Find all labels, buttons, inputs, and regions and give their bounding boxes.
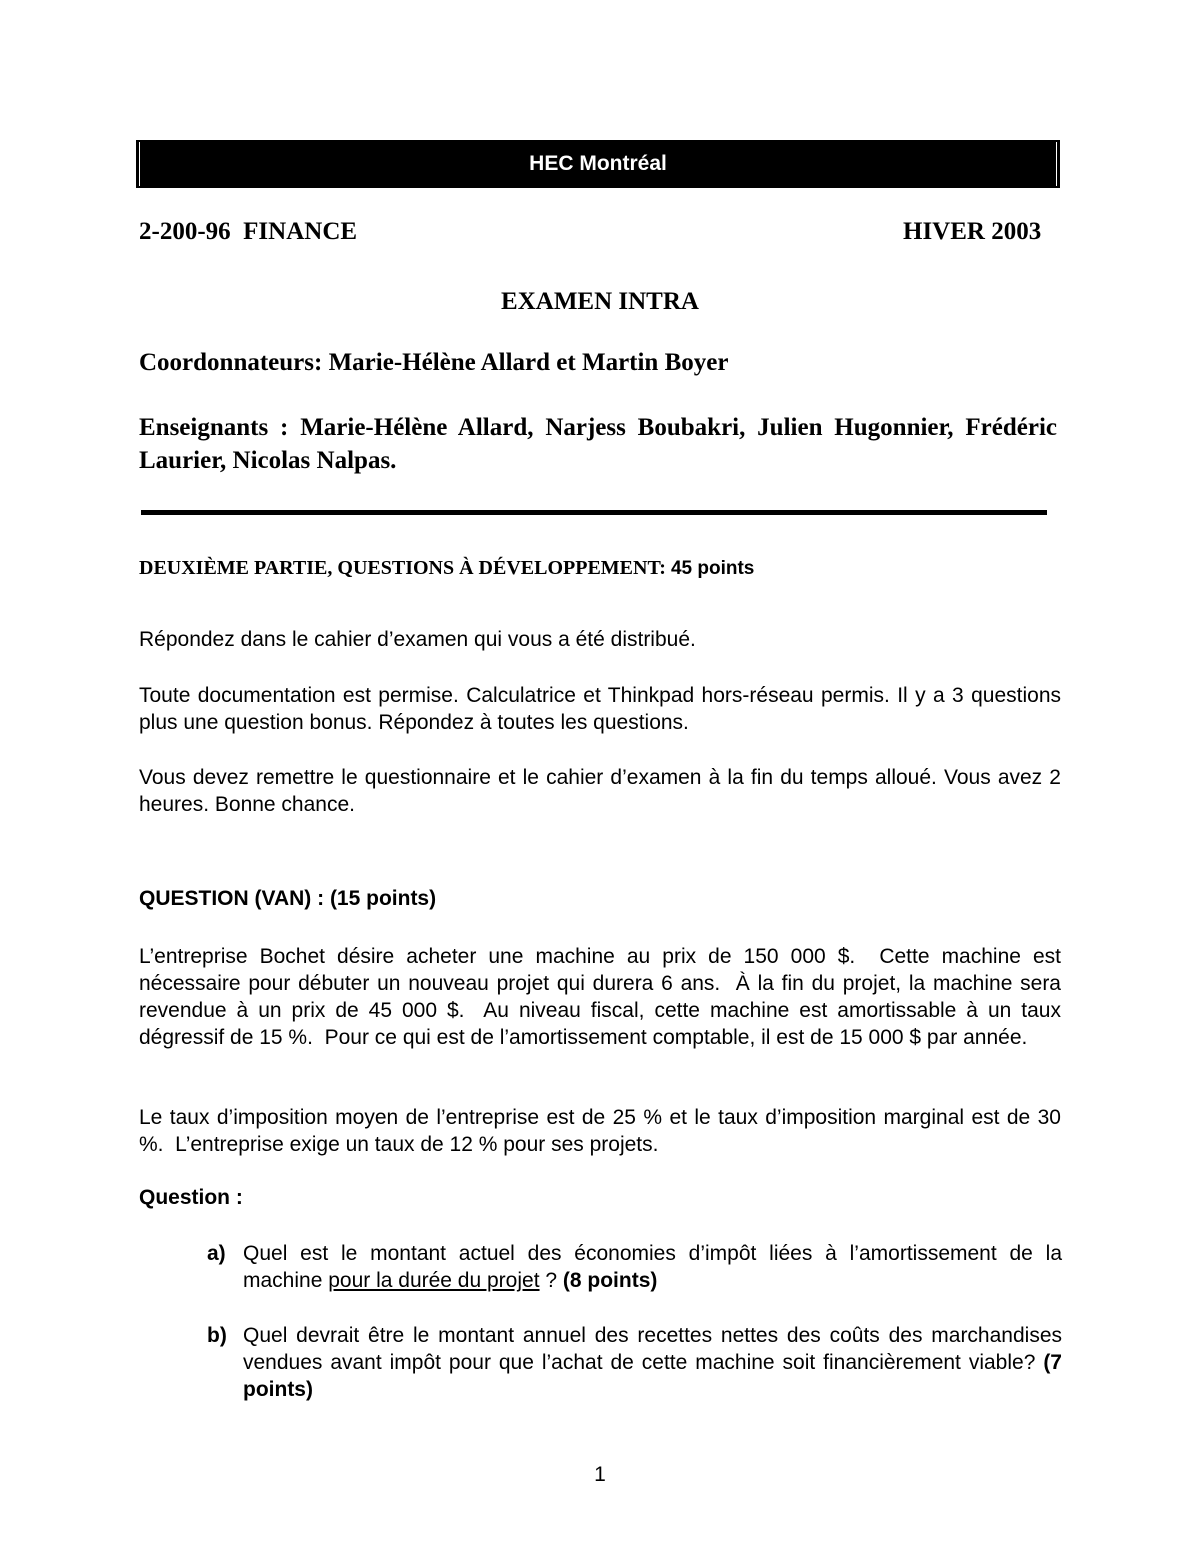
instruction-paragraph: Vous devez remettre le questionnaire et le cahier d’examen à la fin du temps alloué. Vous avez 2 heures. Bonne chance. — [139, 766, 1061, 816]
item-points: (7 points) — [243, 1351, 1062, 1401]
exam-title: EXAMEN INTRA — [501, 288, 699, 315]
header-banner — [136, 140, 1060, 188]
teachers: Enseignants : Marie-Hélène Allard, Narjess Boubakri, Julien Hugonnier, Frédéric Laurier, Nicolas Nalpas. — [139, 414, 1057, 474]
instruction-paragraph: Répondez dans le cahier d’examen qui vous a été distribué. — [139, 628, 696, 651]
item-underlined-text: pour la durée du projet — [328, 1269, 540, 1292]
question-paragraph: L’entreprise Bochet désire acheter une machine au prix de 150 000 $. Cette machine est nécessaire pour débuter un nouveau projet qui durera 6 ans. À la fin du projet, la machine sera revendue à un prix de 45 000 $. Au niveau fiscal, cette machine est amortissable à un taux dégressif de 15 %. Pour ce qui est de l’amortissement comptable, il est de 15 000 $ par année. — [139, 945, 1067, 1049]
item-label: b) — [207, 1324, 227, 1347]
part-title — [139, 557, 754, 580]
item-text — [243, 1322, 1062, 1403]
instruction-paragraph: Toute documentation est permise. Calculatrice et Thinkpad hors-réseau permis. Il y a 3 questions plus une question bonus. Répondez à toutes les questions. — [139, 684, 1061, 734]
question-paragraph: Le taux d’imposition moyen de l’entreprise est de 25 % et le taux d’imposition marginal est de 30 %. L’entreprise exige un taux de 12 % pour ses projets. — [139, 1106, 1067, 1156]
item-points: (8 points) — [562, 1269, 658, 1292]
institution-name: HEC Montréal — [529, 152, 667, 175]
part-points: 45 points — [670, 558, 755, 579]
item-text-part: ? — [539, 1269, 563, 1292]
term: HIVER 2003 — [903, 218, 1042, 245]
item-text-part: Quel devrait être le montant annuel des recettes nettes des coûts des marchandises vendues avant impôt pour que l’achat de cette machine soit financièrement viable? — [243, 1324, 1062, 1374]
question-item — [207, 1322, 1062, 1403]
item-label: a) — [207, 1242, 226, 1265]
question-item — [207, 1240, 1062, 1294]
coordinators: Coordonnateurs: Marie-Hélène Allard et Martin Boyer — [139, 349, 729, 376]
item-text-part: Quel est le montant actuel des économies d’impôt liées à l’amortissement de la machine — [243, 1242, 1062, 1292]
question-sub-label: Question : — [139, 1186, 243, 1209]
part-title-text: DEUXIÈME PARTIE, QUESTIONS À DÉVELOPPEMENT: — [139, 557, 666, 579]
item-text — [243, 1240, 1062, 1294]
question-title: QUESTION (VAN) : (15 points) — [139, 887, 437, 910]
divider-rule — [141, 510, 1047, 515]
course-code: 2-200-96 FINANCE — [139, 218, 358, 245]
page-number: 1 — [594, 1463, 606, 1486]
